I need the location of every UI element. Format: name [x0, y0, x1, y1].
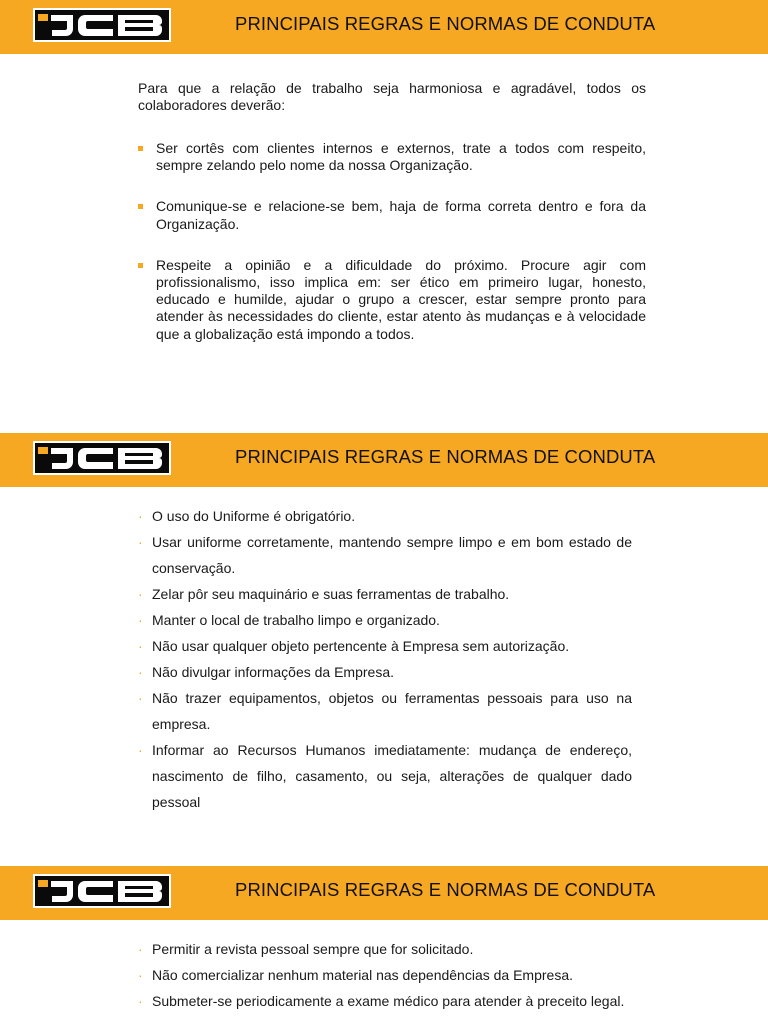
list-item: · Submeter-se periodicamente a exame médico para atender à preceito legal.	[138, 988, 632, 1014]
square-bullet-icon	[138, 204, 143, 209]
header-title: PRINCIPAIS REGRAS E NORMAS DE CONDUTA	[235, 879, 656, 900]
dot-bullet-icon: ·	[138, 508, 143, 524]
dot-bullet-icon: ·	[138, 586, 143, 602]
square-bullet-icon	[138, 146, 143, 151]
slide-1	[0, 0, 768, 433]
jcb-logo-icon	[35, 876, 169, 906]
list-item: · Usar uniforme corretamente, mantendo sempre limpo e em bom estado de conservação.	[138, 529, 632, 581]
list-item: · Informar ao Recursos Humanos imediatamente: mudança de endereço, nascimento de filho, casamento, ou seja, alterações de qualquer dado pessoal	[138, 737, 632, 815]
square-bullet-icon	[138, 263, 143, 268]
dot-bullet-icon: ·	[138, 664, 143, 680]
dot-bullet-icon: ·	[138, 638, 143, 654]
jcb-logo-icon	[35, 443, 169, 473]
dot-bullet-icon: ·	[138, 742, 143, 758]
dot-bullet-icon: ·	[138, 612, 143, 628]
intro-text: Para que a relação de trabalho seja harmoniosa e agradável, todos os colaboradores deverão:	[138, 80, 646, 113]
list-item: · Zelar pôr seu maquinário e suas ferramentas de trabalho.	[138, 581, 632, 607]
slide-header	[0, 0, 768, 54]
dot-bullet-icon: ·	[138, 534, 143, 550]
dot-bullet-icon: ·	[138, 993, 143, 1009]
rules-list	[138, 936, 632, 1014]
list-item: · O uso do Uniforme é obrigatório.	[138, 503, 632, 529]
header-title: PRINCIPAIS REGRAS E NORMAS DE CONDUTA	[235, 446, 656, 467]
jcb-logo	[33, 441, 171, 475]
conduct-list	[138, 140, 646, 367]
dot-bullet-icon: ·	[138, 941, 143, 957]
list-item: · Manter o local de trabalho limpo e organizado.	[138, 607, 632, 633]
jcb-logo	[33, 8, 171, 42]
list-item: · Não comercializar nenhum material nas dependências da Empresa.	[138, 962, 632, 988]
header-title: PRINCIPAIS REGRAS E NORMAS DE CONDUTA	[235, 13, 656, 34]
jcb-logo-icon	[35, 10, 169, 40]
jcb-logo	[33, 874, 171, 908]
list-item: Ser cortês com clientes internos e externos, trate a todos com respeito, sempre zelando pelo nome da nossa Organização.	[138, 140, 646, 174]
slide-3	[0, 866, 768, 1024]
list-item: · Permitir a revista pessoal sempre que for solicitado.	[138, 936, 632, 962]
rules-list	[138, 503, 632, 815]
slide-2	[0, 433, 768, 866]
dot-bullet-icon: ·	[138, 967, 143, 983]
slide-header	[0, 433, 768, 487]
list-item: · Não usar qualquer objeto pertencente à Empresa sem autorização.	[138, 633, 632, 659]
dot-bullet-icon: ·	[138, 690, 143, 706]
list-item: Respeite a opinião e a dificuldade do próximo. Procure agir com profissionalismo, isso implica em: ser ético em primeiro lugar, honesto, educado e humilde, ajudar o grupo a crescer, estar sempre pronto para atender às necessidades do cliente, estar atento às mudanças e à velocidade que a globalização está impondo a todos.	[138, 257, 646, 343]
list-item: Comunique-se e relacione-se bem, haja de forma correta dentro e fora da Organização.	[138, 198, 646, 232]
list-item: · Não divulgar informações da Empresa.	[138, 659, 632, 685]
slide-header	[0, 866, 768, 920]
list-item: · Não trazer equipamentos, objetos ou ferramentas pessoais para uso na empresa.	[138, 685, 632, 737]
